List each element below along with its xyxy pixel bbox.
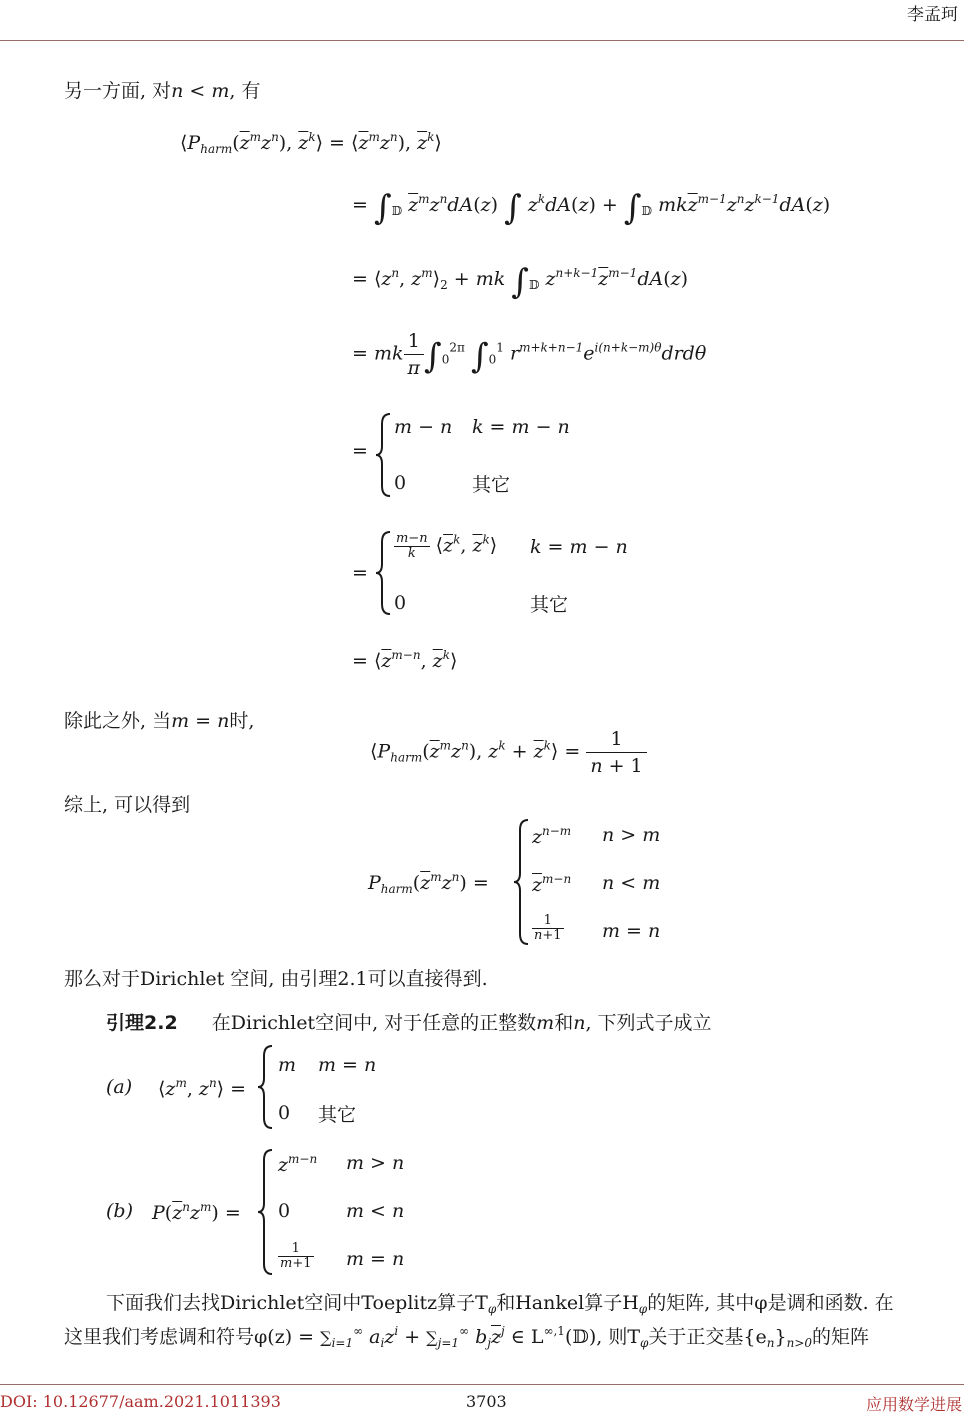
item-b-lhs: $P(\overline{z}^nz^m)$ =: [152, 1200, 241, 1224]
case-3c-cond: m = n: [602, 920, 661, 942]
summary-text: 综上, 可以得到: [64, 794, 191, 816]
brace-5: [256, 1148, 274, 1276]
lemma-line: [106, 1008, 712, 1035]
footer-rule: [0, 1384, 964, 1385]
case-3b: $\overline{z}^{m-n}$: [532, 872, 572, 896]
final-line-2: 这里我们考虑调和符号$\varphi(z) = \sum_{i=1}^\infty$ $a_iz^i + \sum_{j=1}^\infty$ $b_j\overline{z}^j$ ∈ $L^{\infty,1}(𝔻)$, 则$T_\varphi$关于正交基$\{e_n\}_{n>0}$的矩阵: [64, 1324, 870, 1350]
case-1a-cond: k = m − n: [472, 416, 570, 438]
footer-doi[interactable]: DOI: 10.12677/aam.2021.1011393: [0, 1392, 281, 1411]
lemma-text-a: 在Dirichlet空间中, 对于任意的正整数: [211, 1012, 537, 1034]
case-5a: $z^{m-n}$: [278, 1152, 318, 1176]
besides-line: [64, 706, 254, 733]
header-rule: [0, 40, 964, 41]
case-3b-cond: n < m: [602, 872, 661, 894]
eq-line-7: = $⟨\overline{z}^{m-n}$, $\overline{z}^k⟩$: [352, 648, 458, 672]
brace-3: [512, 818, 530, 946]
eq-line-2: = $\int_𝔻$ $\overline{z}^mz^ndA(z)$ ∫ $z^kdA(z) + \int_𝔻$ $mk\overline{z}^{m-1}z^nz^{k-1}dA(z)$: [352, 188, 831, 228]
besides-cond: m = n: [171, 710, 230, 732]
case-1a: m − n: [394, 416, 453, 438]
case-4a-cond: m = n: [318, 1054, 377, 1076]
besides-eq: $⟨P_{harm}(\overline{z}^mz^n)$, $z^k$ + $\overline{z}^k⟩$ = $\frac{1}{n + 1}$: [370, 726, 647, 779]
besides-end: 时,: [229, 710, 255, 732]
case-2b: 0: [394, 592, 407, 614]
footer-page-number: 3703: [466, 1392, 507, 1411]
case-1b-cond: 其它: [472, 474, 511, 496]
lemma-m: m: [536, 1012, 555, 1034]
case-4b: 0: [278, 1102, 291, 1124]
lemma-n: n: [573, 1012, 586, 1034]
case-2a: $\frac{m-n}{k}$ $⟨\overline{z}^k$, $\overline{z}^k⟩$: [396, 531, 498, 561]
case-1b: 0: [394, 472, 407, 494]
eq-line-3: = $⟨z^n$, $z^m⟩_2$ + mk $\int_𝔻$ $z^{n+k-1}\overline{z}^{m-1}dA(z)$: [352, 262, 689, 302]
eq-line-6-eq: =: [352, 562, 368, 584]
dirichlet-line: 那么对于Dirichlet 空间, 由引理2.1可以直接得到.: [64, 968, 488, 990]
case-2a-cond: k = m − n: [530, 536, 628, 558]
final-line-1: 下面我们去找Dirichlet空间中Toeplitz算子$T_\varphi$和Hankel算子$H_\varphi$的矩阵, 其中φ是调和函数. 在: [106, 1292, 894, 1316]
case-5b: 0: [278, 1200, 291, 1222]
lemma-label: 引理2.2: [106, 1012, 178, 1034]
footer-journal[interactable]: 应用数学进展: [865, 1395, 962, 1414]
case-3a-cond: n > m: [602, 824, 661, 846]
intro-text: 另一方面, 对: [64, 80, 172, 102]
eq-line-1: $⟨P_{harm}(\overline{z}^mz^n)$, $\overline{z}^k⟩$ = $⟨\overline{z}^mz^n$), $\overline{z}^k⟩$: [180, 130, 442, 156]
brace-2: [374, 530, 392, 616]
case-3a: $z^{n-m}$: [532, 824, 572, 848]
case-5c: $\frac{1}{m+1}$: [280, 1241, 312, 1271]
case-5b-cond: m < n: [346, 1200, 405, 1222]
brace-1: [374, 412, 392, 498]
case-2b-cond: 其它: [530, 594, 569, 616]
item-a-label: (a): [106, 1076, 133, 1098]
case-4a: m: [278, 1054, 297, 1076]
intro-end: , 有: [229, 80, 261, 102]
header-author: 李孟珂: [907, 5, 958, 25]
item-b-label: (b): [106, 1200, 133, 1222]
eq-line-5-eq: =: [352, 440, 368, 462]
case-5c-cond: m = n: [346, 1248, 405, 1270]
intro-line: [64, 76, 260, 103]
item-a-lhs: $⟨z^m$, $z^n⟩$ =: [158, 1076, 247, 1100]
summary-lhs: $P_{harm}(\overline{z}^mz^n)$ =: [368, 870, 489, 896]
case-3c: $\frac{1}{n+1}$: [534, 913, 562, 943]
lemma-text-b: , 下列式子成立: [585, 1012, 712, 1034]
brace-4: [256, 1044, 274, 1130]
besides-text: 除此之外, 当: [64, 710, 172, 732]
intro-condition: n < m: [171, 80, 230, 102]
case-4b-cond: 其它: [318, 1104, 357, 1126]
eq-line-4: = mk $\frac{1}{\pi}$ $\int_0^{2\pi}$ $\int_0^1$ $r^{m+k+n-1}e^{i(n+k-m)\theta}drd\theta$: [352, 330, 707, 379]
case-5a-cond: m > n: [346, 1152, 405, 1174]
lemma-and: 和: [554, 1012, 574, 1034]
